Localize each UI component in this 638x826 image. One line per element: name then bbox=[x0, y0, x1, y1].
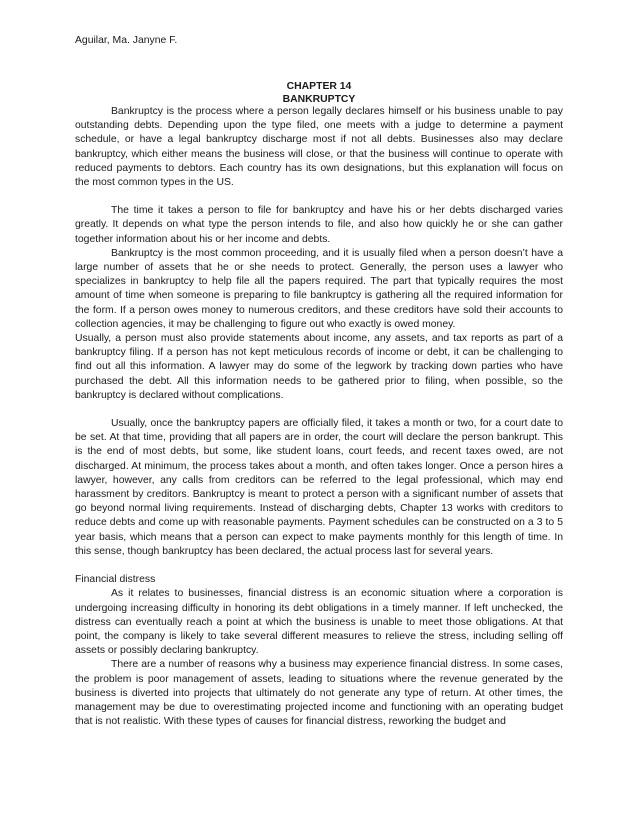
paragraph-common-proceeding: Bankruptcy is the most common proceeding, and it is usually filed when a person doesn’t have a large number of assets that he or she needs to protect. Generally, the person uses a lawyer who specializes in bankruptcy to help file all the papers required. The part that typically requires the most amount of time when someone is preparing to file bankruptcy is gathering all the required information for the form. If a person owes money to numerous creditors, and these creditors have sold their accounts to collection agencies, it may be challenging to figure out who exactly is owed money. bbox=[75, 247, 563, 330]
paragraph-distress-definition: As it relates to businesses, financial distress is an economic situation where a corporation is undergoing increasing difficulty in honoring its debt obligations in a timely manner. If left unchecked, the distress can eventually reach a point at which the business is unable to meet those obligations. At that point, the company is likely to take several different measures to relieve the stress, including selling off assets or possibly declaring bankruptcy. bbox=[75, 588, 563, 657]
chapter-number: CHAPTER 14 bbox=[286, 81, 352, 92]
section-heading-financial-distress: Financial distress bbox=[75, 574, 156, 586]
paragraph-intro: Bankruptcy is the process where a person legally declares himself or his business unable to pay outstanding debts. Depending upon the type filed, one meets with a judge to determine a payment schedule, or have a legal bankruptcy discharge most if not all debts. Businesses also may declare bankruptcy, which either means the business will close, or that the business will continue to operate with reduced payments to debtors. Each country has its own designations, but this explanation will focus on the most common types in the US. bbox=[75, 106, 563, 189]
author-name: Aguilar, Ma. Janyne F. bbox=[75, 35, 178, 46]
paragraph-statements: Usually, a person must also provide statements about income, any assets, and tax reports as part of a bankruptcy filing. If a person has not kept meticulous records of income or debt, it can be challenging to find out all this information. A lawyer may do some of the legwork by tracking down parties who have purchased the debt. All this information needs to be gathered prior to filing, when possible, so the bankruptcy is declared without complications. bbox=[75, 333, 563, 401]
paragraph-court-date: Usually, once the bankruptcy papers are officially filed, it takes a month or two, for a court date to be set. At that time, providing that all papers are in order, the court will declare the person bankrupt. This is the end of most debts, but some, like student loans, court feeds, and recent taxes owed, are not discharged. At minimum, the process takes about a month, and often takes longer. Once a person hires a lawyer, however, any calls from creditors can be referred to the legal professional, which may end harassment by creditors. Bankruptcy is meant to protect a person with a significant number of assets that go beyond normal living requirements. Instead of discharging debts, Chapter 13 works with creditors to reduce debts and come up with reasonable payments. Payment schedules can be constructed on a 3 to 5 year basis, which means that a person can expect to make payments monthly for this length of time. In this sense, though bankruptcy has been declared, the actual process last for several years. bbox=[75, 418, 563, 557]
paragraph-distress-reasons: There are a number of reasons why a business may experience financial distress. In some cases, the problem is poor management of assets, leading to situations where the revenue generated by the business is diverted into projects that ultimately do not generate any type of return. At other times, the management may be due to overestimating projected income and functioning with an operating budget that is not realistic. With these types of causes for financial distress, reworking the budget and bbox=[75, 659, 563, 728]
document-title: BANKRUPTCY bbox=[282, 94, 356, 105]
document-body bbox=[75, 105, 563, 729]
paragraph-filing-time: The time it takes a person to file for bankruptcy and have his or her debts discharged varies greatly. It depends on what type the person intends to file, and also how quickly he or she can gather together information about his or her income and debts. bbox=[75, 205, 563, 245]
